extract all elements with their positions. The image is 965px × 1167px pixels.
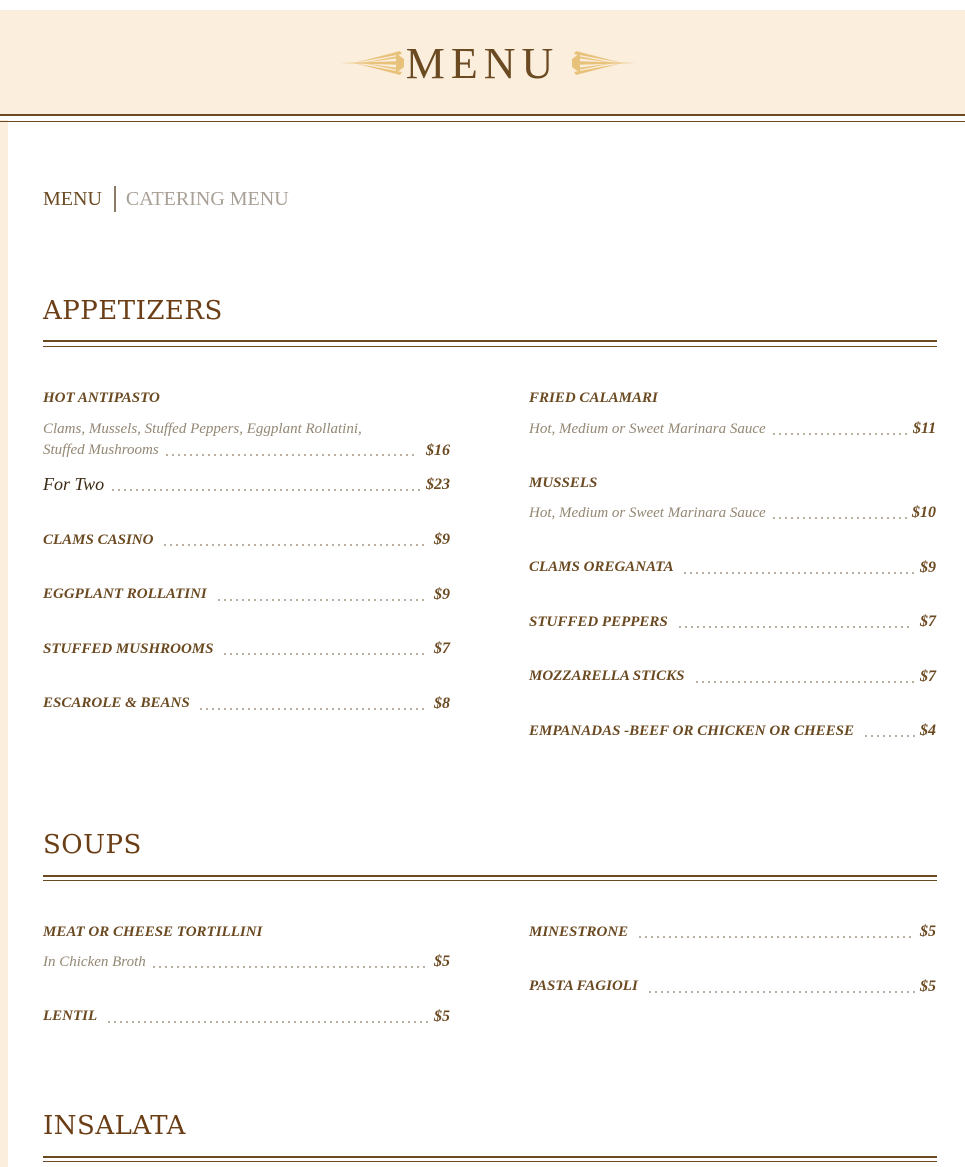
section-title-appetizers: APPETIZERS (43, 296, 223, 326)
item-name: MUSSELS (529, 475, 598, 491)
item-price: $10 (912, 504, 936, 521)
section-divider (43, 875, 937, 877)
item-price: $7 (920, 668, 936, 685)
item-price: $9 (434, 586, 450, 603)
item-price: $5 (434, 1008, 450, 1025)
item-variant-label: For Two (43, 474, 105, 494)
dot-leader (164, 454, 418, 456)
item-price: $5 (920, 923, 936, 940)
dot-leader (677, 626, 913, 628)
item-price: $9 (920, 559, 936, 576)
dot-leader (694, 681, 914, 683)
item-description: Hot, Medium or Sweet Marinara Sauce (529, 505, 766, 521)
item-price: $8 (434, 695, 450, 712)
dot-leader (647, 991, 915, 993)
item-name: MEAT OR CHEESE TORTILLINI (43, 924, 263, 940)
item-name: HOT ANTIPASTO (43, 390, 160, 406)
tab-menu[interactable]: MENU (43, 187, 102, 210)
item-name: PASTA FAGIOLI (529, 978, 638, 994)
item-name: MOZZARELLA STICKS (529, 668, 685, 684)
wheat-ornament-icon (572, 47, 636, 79)
menu-tabs (43, 186, 289, 212)
left-border-strip (0, 120, 8, 1167)
item-name: CLAMS OREGANATA (529, 559, 674, 575)
item-description: Stuffed Mushrooms (43, 442, 159, 458)
item-name: LENTIL (43, 1008, 98, 1024)
item-price: $23 (426, 476, 450, 493)
dot-leader (216, 599, 428, 601)
page-title: MENU (405, 39, 560, 88)
item-name: ESCAROLE & BEANS (43, 695, 190, 711)
section-title-soups: SOUPS (43, 830, 142, 860)
item-description: In Chicken Broth (43, 954, 146, 970)
item-price: $11 (913, 420, 937, 437)
dot-leader (863, 735, 915, 737)
item-price: $5 (920, 978, 936, 995)
item-name: EGGPLANT ROLLATINI (43, 586, 207, 602)
dot-leader (151, 966, 427, 968)
item-name: STUFFED PEPPERS (529, 614, 668, 630)
section-divider (43, 346, 937, 347)
item-description: Hot, Medium or Sweet Marinara Sauce (529, 421, 766, 437)
dot-leader (771, 433, 907, 435)
dot-leader (162, 544, 426, 546)
item-price: $9 (434, 531, 450, 548)
header-divider (0, 114, 965, 116)
section-divider (43, 880, 937, 881)
item-description: Clams, Mussels, Stuffed Peppers, Eggplant Rollatini, (43, 421, 362, 437)
tab-catering-menu[interactable]: CATERING MENU (125, 187, 289, 210)
item-name: STUFFED MUSHROOMS (43, 641, 214, 657)
item-name: EMPANADAS -BEEF OR CHICKEN OR CHEESE (529, 723, 854, 739)
item-price: $5 (434, 953, 450, 970)
item-price: $4 (920, 722, 936, 739)
dot-leader (637, 936, 913, 938)
menu-header (0, 10, 965, 114)
section-divider (43, 1156, 937, 1158)
tab-separator (114, 186, 116, 212)
dot-leader (110, 489, 420, 491)
item-name: FRIED CALAMARI (529, 390, 658, 406)
item-name: CLAMS CASINO (43, 532, 154, 548)
item-price: $16 (426, 442, 450, 459)
dot-leader (682, 572, 914, 574)
dot-leader (222, 653, 428, 655)
item-name: MINESTRONE (529, 924, 629, 940)
dot-leader (198, 708, 426, 710)
header-divider (0, 121, 965, 122)
section-divider (43, 340, 937, 342)
dot-leader (106, 1021, 430, 1023)
item-price: $7 (920, 613, 936, 630)
item-price: $7 (434, 640, 450, 657)
dot-leader (771, 517, 907, 519)
section-divider (43, 1161, 937, 1162)
section-title-insalata: INSALATA (43, 1111, 186, 1141)
